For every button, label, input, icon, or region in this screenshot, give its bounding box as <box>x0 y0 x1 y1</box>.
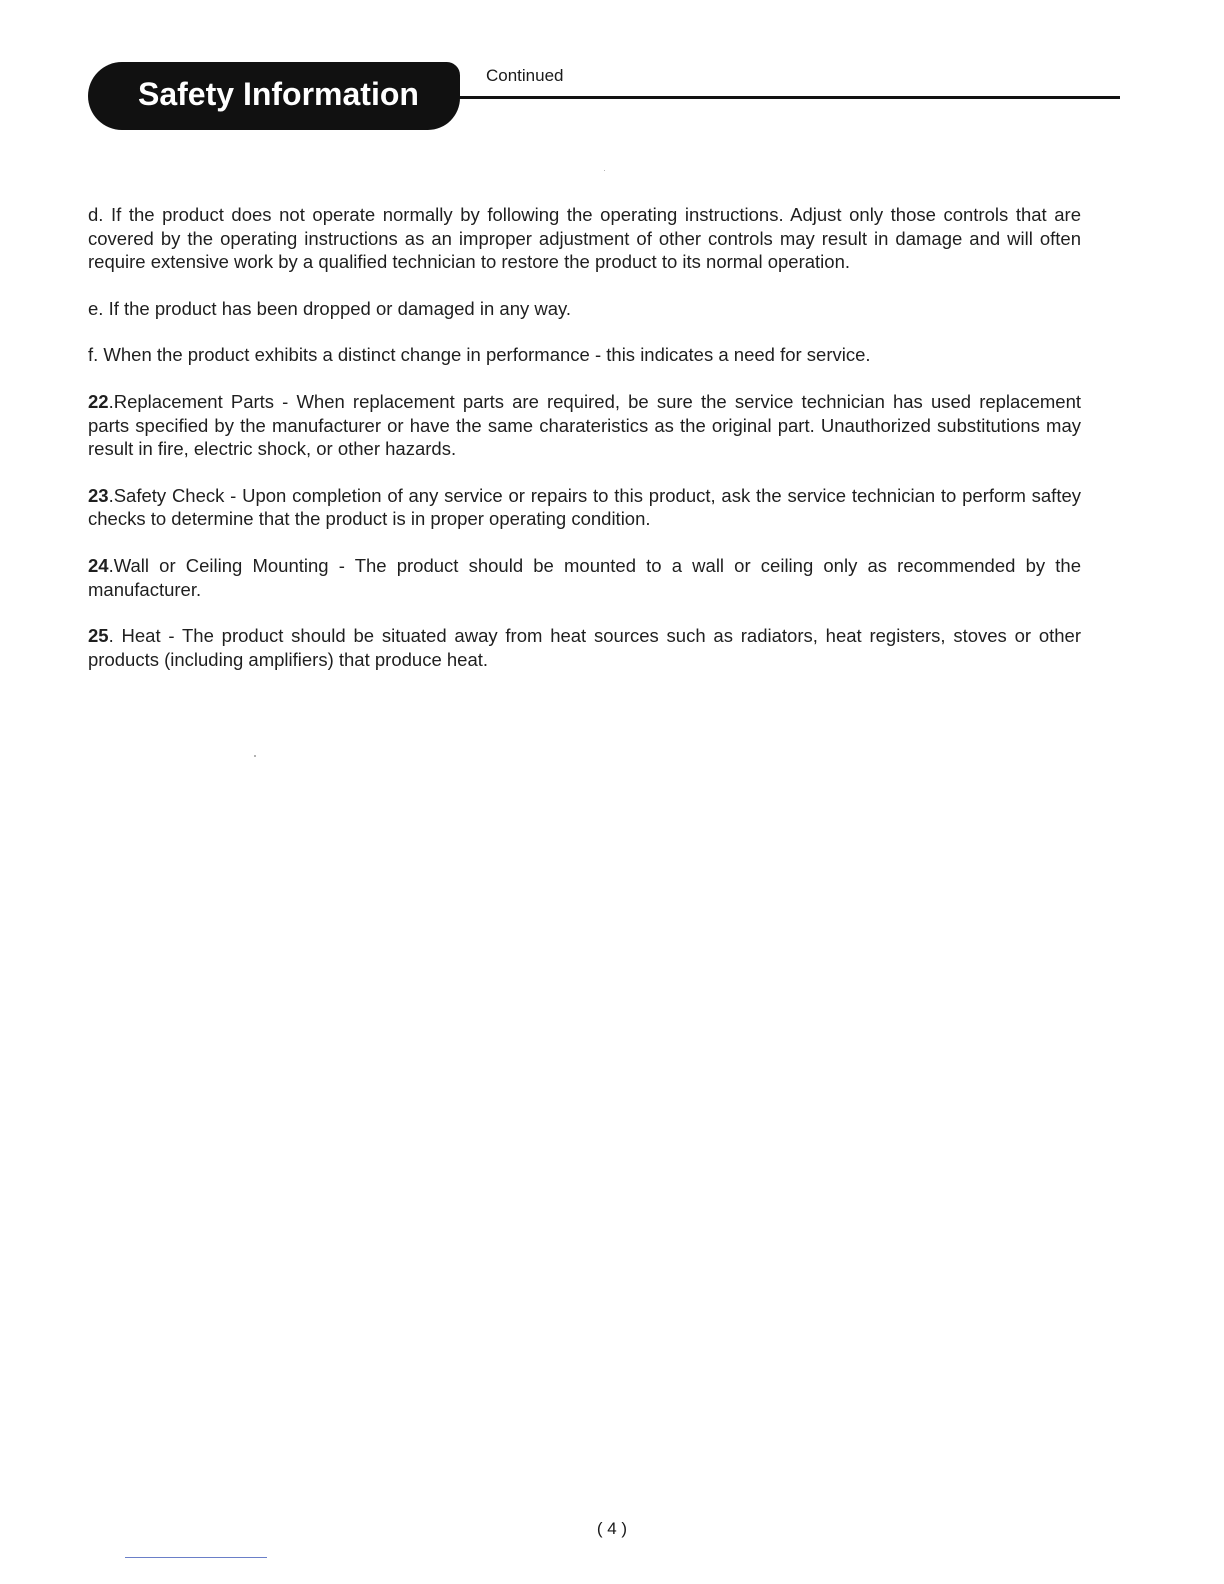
paragraph-e <box>88 297 1081 321</box>
item-24-wall-ceiling-mounting <box>88 554 1081 601</box>
section-title-banner <box>88 62 460 130</box>
scan-speck <box>254 755 256 757</box>
page-header <box>0 0 1224 140</box>
item-text: . Heat - The product should be situated away from heat sources such as radiators, heat registers, stoves or other products (including amplifiers) that produce heat. <box>88 625 1081 670</box>
item-number: 25 <box>88 625 109 647</box>
paragraph-text: e. If the product has been dropped or damaged in any way. <box>88 297 572 319</box>
paragraph-d <box>88 203 1081 274</box>
footer-rule <box>125 1557 267 1558</box>
item-text: .Replacement Parts - When replacement parts are required, be sure the service technician has used replacement parts specified by the manufacturer or have the same charateristics as the original part. Unauthorized substitutions may result in fire, electric shock, or other hazards. <box>88 390 1081 460</box>
item-22-replacement-parts <box>88 390 1081 461</box>
section-title: Safety Information <box>138 76 419 112</box>
paragraph-f <box>88 343 1081 367</box>
item-text: .Safety Check - Upon completion of any service or repairs to this product, ask the service technician to perform saftey checks to determine that the product is in proper operating condition. <box>88 484 1081 530</box>
page-number: ( 4 ) <box>596 1519 628 1538</box>
continued-label: Continued <box>486 66 564 85</box>
item-number: 22 <box>88 390 109 412</box>
item-23-safety-check <box>88 484 1081 531</box>
paragraph-text: d. If the product does not operate normally by following the operating instructions. Adjust only those controls that are covered by the operating instructions as an improper adjustment of other controls may result in damage and will often require extensive work by a qualified technician to restore the product to its normal operation. <box>88 204 1081 273</box>
body-content <box>88 203 1081 694</box>
item-25-heat <box>88 624 1081 671</box>
paragraph-text: f. When the product exhibits a distinct change in performance - this indicates a need for service. <box>88 344 871 366</box>
header-rule <box>450 96 1120 99</box>
item-text: .Wall or Ceiling Mounting - The product should be mounted to a wall or ceiling only as recommended by the manufacturer. <box>88 554 1081 600</box>
item-number: 23 <box>88 484 109 506</box>
scan-speck <box>604 170 605 171</box>
item-number: 24 <box>88 554 109 576</box>
